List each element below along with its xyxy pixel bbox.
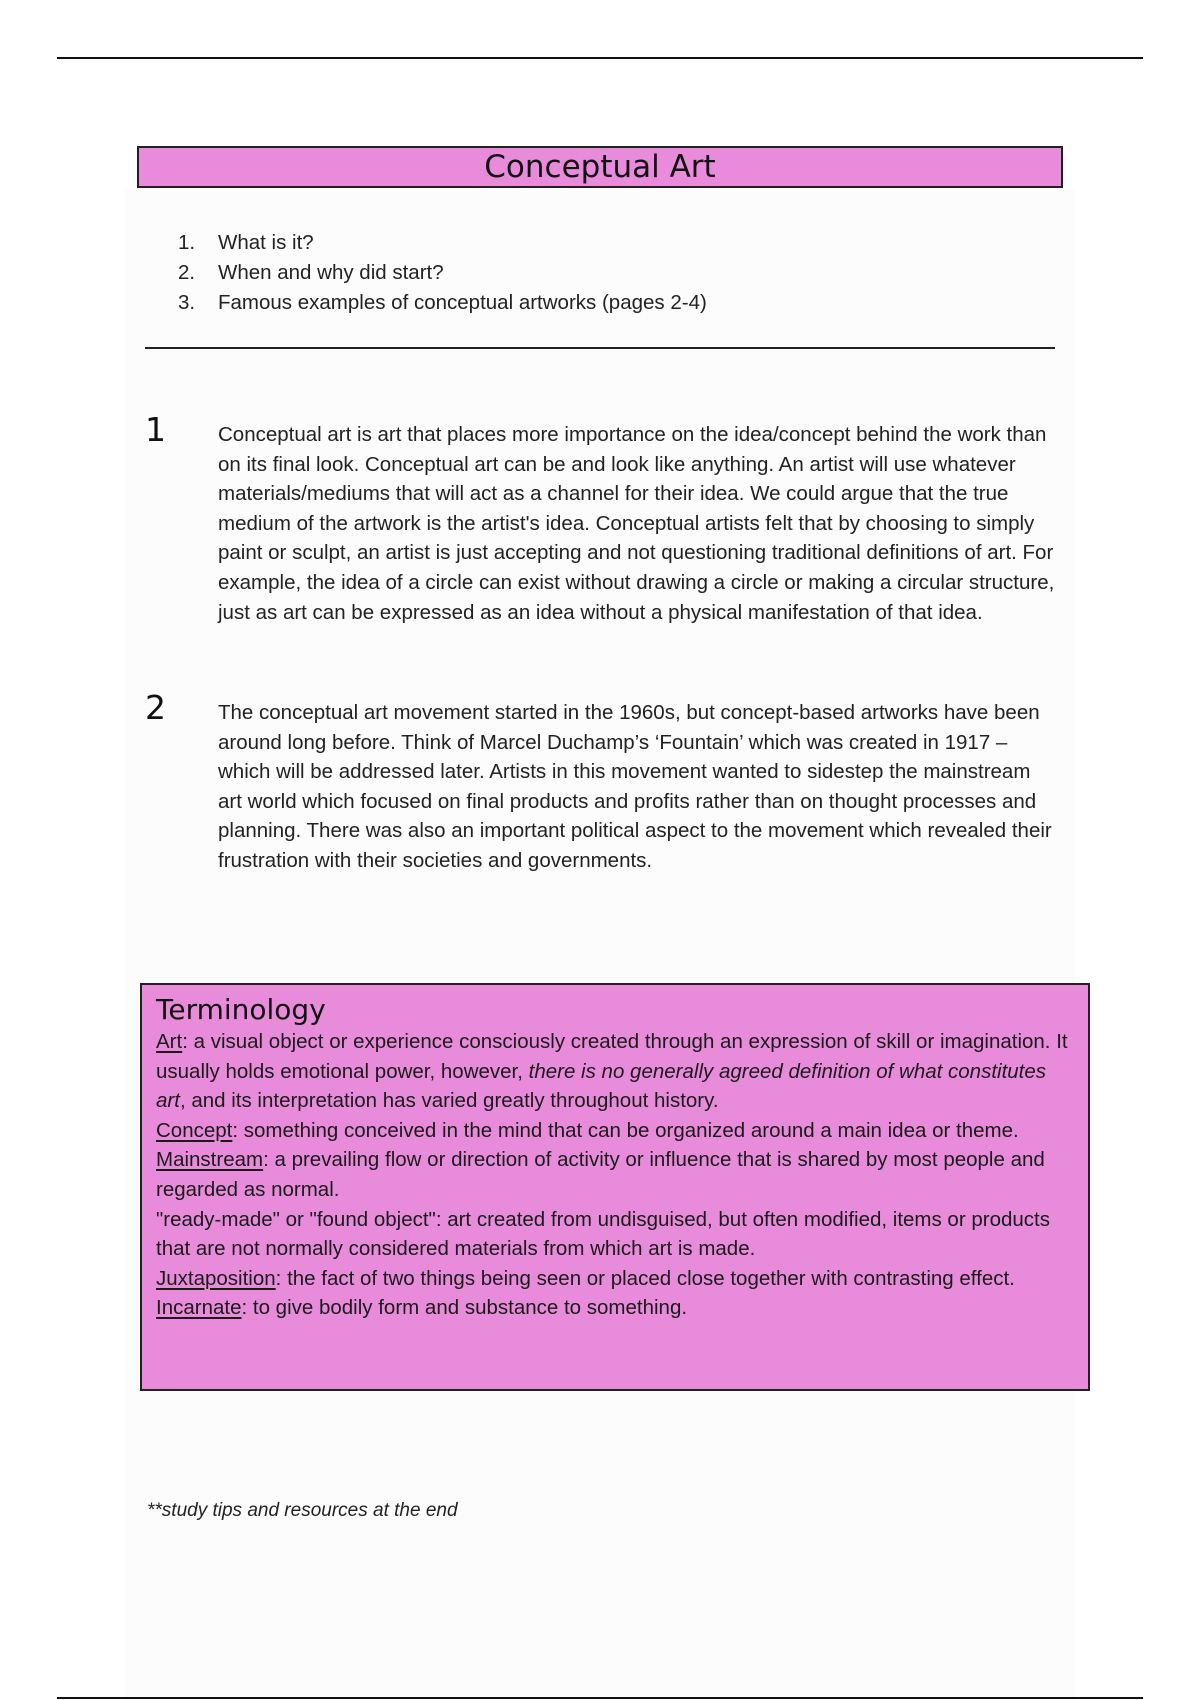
footnote: **study tips and resources at the end <box>147 1500 458 1521</box>
term-incarnate <box>156 1293 1074 1323</box>
term-definition: : to give bodily form and substance to something. <box>241 1296 688 1320</box>
term-definition-emphasis: there is no generally agreed definition of what constitutes art <box>156 1059 1047 1113</box>
section-number-1: 1 <box>145 410 166 449</box>
term-art <box>156 1027 1074 1116</box>
toc-text: When and why did start? <box>218 261 444 284</box>
term-definition: , and its interpretation has varied greatly throughout history. <box>179 1089 719 1113</box>
term-definition: : something conceived in the mind that can be organized around a main idea or theme. <box>232 1118 1019 1142</box>
toc-item <box>178 228 978 258</box>
term-label: Juxtaposition <box>156 1266 276 1290</box>
term-definition: : a visual object or experience consciously created through an expression of skill or imagination. It usually holds emotional power, however, <box>156 1030 1068 1083</box>
toc-text: Famous examples of conceptual artworks (pages 2-4) <box>218 291 707 314</box>
section-1-text: Conceptual art is art that places more importance on the idea/concept behind the work than on its final look. Conceptual art can be and look like anything. An artist will use whatever materials/mediums that will act as a channel for their idea. We could argue that the true medium of the artwork is the artist's idea. Conceptual artists felt that by choosing to simply paint or sculpt, an artist is just accepting and not questioning traditional definitions of art. For example, the idea of a circle can exist without drawing a circle or making a circular structure, just as art can be expressed as an idea without a physical manifestation of that idea. <box>218 423 1055 624</box>
terminology-box <box>140 983 1090 1391</box>
toc-item <box>178 258 978 288</box>
term-label: Concept <box>156 1118 233 1142</box>
term-readymade: "ready-made" or "found object": art created from undisguised, but often modified, items or products that are not normally considered materials from which art is made. <box>156 1207 1050 1261</box>
term-mainstream <box>156 1145 1074 1204</box>
terminology-list <box>156 1027 1074 1323</box>
term-juxtaposition <box>156 1264 1074 1294</box>
term-label: Incarnate <box>156 1296 242 1320</box>
page-bottom-rule <box>57 1697 1143 1699</box>
content-area <box>125 190 1075 1700</box>
terminology-heading: Terminology <box>156 993 326 1026</box>
toc-text: What is it? <box>218 231 314 254</box>
term-concept <box>156 1116 1074 1146</box>
term-label: Mainstream <box>156 1148 264 1172</box>
toc-number: 1. <box>178 231 196 254</box>
term-definition: : the fact of two things being seen or placed close together with contrasting effect. <box>275 1266 1015 1290</box>
section-divider <box>145 347 1055 349</box>
term-label: Art <box>156 1030 183 1053</box>
page-title: Conceptual Art <box>137 146 1063 188</box>
toc-number: 3. <box>178 291 196 314</box>
toc-number: 2. <box>178 261 196 284</box>
page-top-rule <box>57 57 1143 59</box>
term-definition: : a prevailing flow or direction of activity or influence that is shared by most people and regarded as normal. <box>156 1148 1045 1201</box>
table-of-contents <box>178 228 978 318</box>
section-2-text: The conceptual art movement started in the 1960s, but concept-based artworks have been around long before. Think of Marcel Duchamp’s ‘Fountain’ which was created in 1917 – which will be addressed later. Artists in this movement wanted to sidestep the mainstream art world which focused on final products and profits rather than on thought processes and planning. There was also an important political aspect to the movement which revealed their frustration with their societies and governments. <box>218 701 1052 872</box>
section-number-2: 2 <box>145 688 166 727</box>
toc-item <box>178 288 978 318</box>
